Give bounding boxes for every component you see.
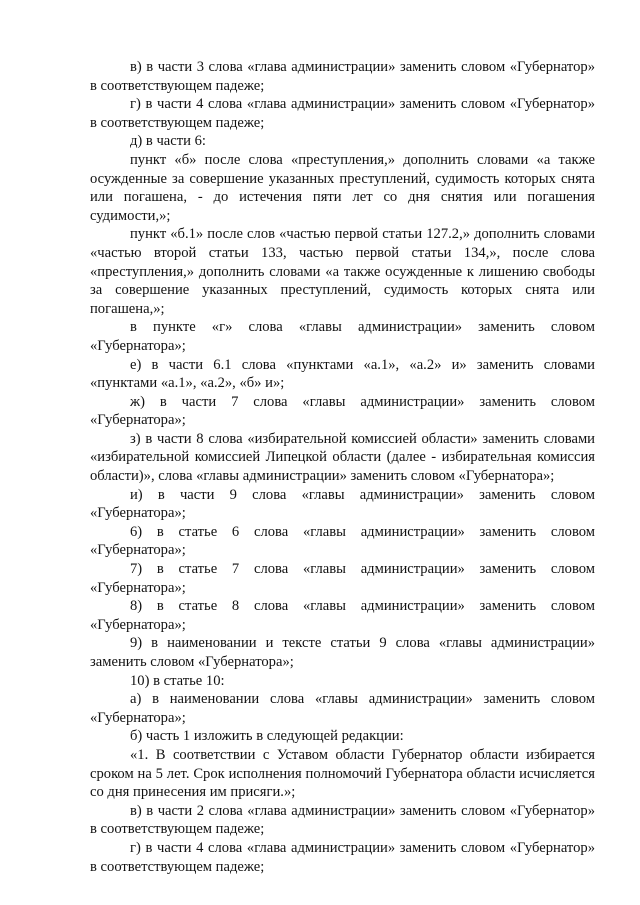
paragraph-2: г) в части 4 слова «глава администрации» заменить словом «Губернатор» в соответствующем падеже; <box>90 96 595 131</box>
paragraph-13: 8) в статье 8 слова «главы администрации» заменить словом «Губернатора»; <box>90 598 595 633</box>
paragraph-3: д) в части 6: <box>130 133 206 150</box>
paragraph-15: 10) в статье 10: <box>130 672 225 689</box>
paragraph-4: пункт «б» после слова «преступления,» дополнить словами «а также осужденные за совершение указанных преступлений, судимость которых снята или погашена, - до истечения пяти лет со дня снятия или погашения судимости,»; <box>90 151 595 224</box>
paragraph-1: в) в части 3 слова «глава администрации» заменить словом «Губернатор» в соответствующем падеже; <box>90 59 595 94</box>
document-page <box>90 58 595 876</box>
paragraph-20: г) в части 4 слова «глава администрации» заменить словом «Губернатор» в соответствующем падеже; <box>90 839 595 875</box>
paragraph-14: 9) в наименовании и тексте статьи 9 слова «главы администрации» заменить словом «Губернатора»; <box>90 635 595 670</box>
paragraph-17: б) часть 1 изложить в следующей редакции: <box>130 728 404 745</box>
paragraph-5: пункт «б.1» после слов «частью первой статьи 127.2,» дополнить словами «частью второй статьи 133, частью первой статьи 134,», после слова «преступления,» дополнить словами «а также осужденные к лишению свободы за совершение указанных преступлений, судимость которых снята или погашена,»; <box>90 226 595 317</box>
paragraph-18: «1. В соответствии с Уставом области Губернатор области избирается сроком на 5 лет. Срок исполнения полномочий Губернатора области исчисляется со дня принесения им присяги.»; <box>90 746 595 801</box>
paragraph-10: и) в части 9 слова «главы администрации» заменить словом «Губернатора»; <box>90 486 595 522</box>
paragraph-7: е) в части 6.1 слова «пунктами «а.1», «а.2» и» заменить словами «пунктами «а.1», «а.2», «б» и»; <box>90 356 595 392</box>
paragraph-9: з) в части 8 слова «избирательной комиссией области» заменить словами «избирательной комиссией Липецкой области (далее - избирательная комиссия области)», слова «главы администрации» заменить словом «Губернатора»; <box>90 430 595 485</box>
paragraph-8: ж) в части 7 слова «главы администрации» заменить словом «Губернатора»; <box>90 393 595 429</box>
paragraph-19: в) в части 2 слова «глава администрации» заменить словом «Губернатор» в соответствующем падеже; <box>90 802 595 838</box>
paragraph-12: 7) в статье 7 слова «главы администрации» заменить словом «Губернатора»; <box>90 561 595 596</box>
paragraph-16: а) в наименовании слова «главы администрации» заменить словом «Губернатора»; <box>90 691 595 726</box>
paragraph-6: в пункте «г» слова «главы администрации» заменить словом «Губернатора»; <box>90 319 595 354</box>
paragraph-11: 6) в статье 6 слова «главы администрации» заменить словом «Губернатора»; <box>90 523 595 559</box>
